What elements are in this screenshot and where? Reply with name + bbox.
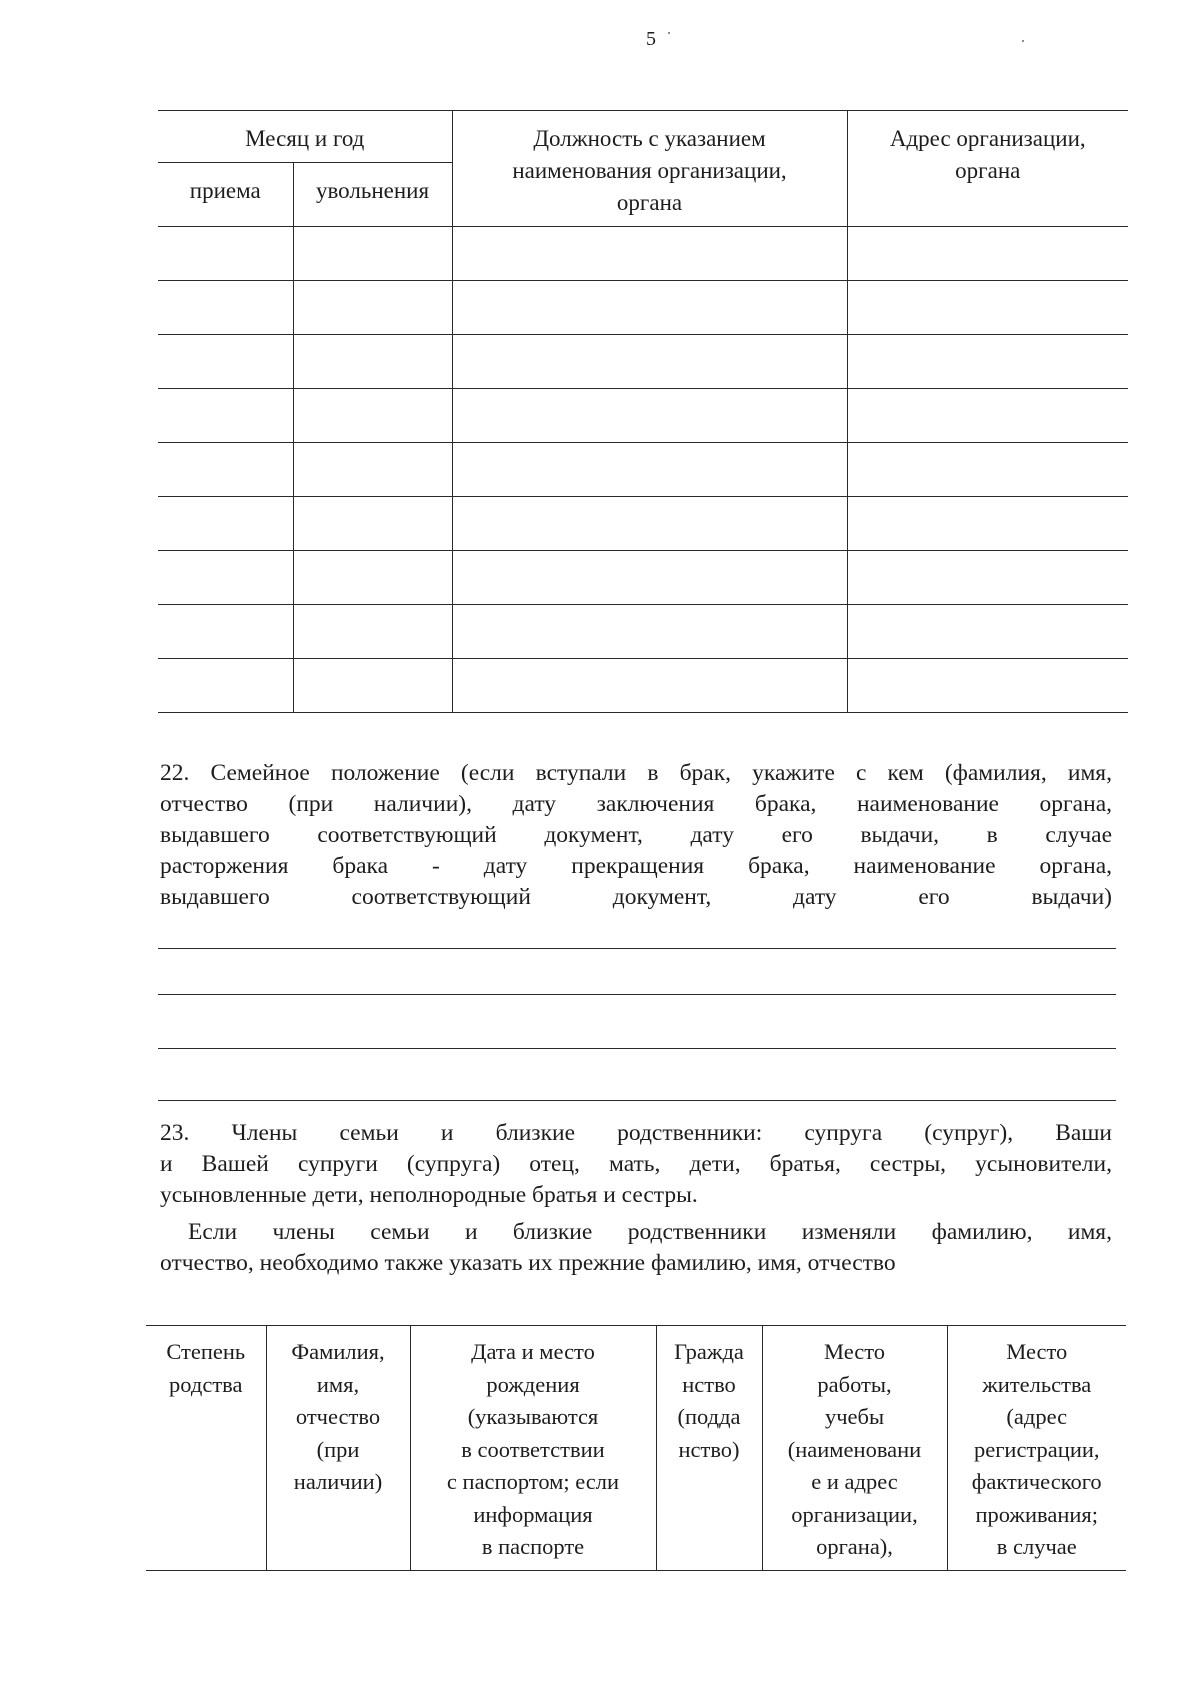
scan-speck	[668, 32, 670, 34]
empty-cell[interactable]	[847, 443, 1128, 497]
empty-cell[interactable]	[158, 497, 293, 551]
header-citizenship: Гражда нство (подда нство)	[656, 1326, 762, 1571]
empty-cell[interactable]	[158, 659, 293, 713]
empty-cell[interactable]	[847, 605, 1128, 659]
empty-cell[interactable]	[158, 335, 293, 389]
section-23-line: и Вашей супруги (супруга) отец, мать, дети, братья, сестры, усыновители,	[160, 1151, 1112, 1177]
section-22-line: отчество (при наличии), дату заключения брака, наименование органа,	[160, 791, 1112, 817]
header-hired: приема	[158, 163, 293, 227]
section-22-line: расторжения брака - дату прекращения брака, наименование органа,	[160, 853, 1112, 879]
answer-line[interactable]	[158, 1048, 1116, 1049]
table-row	[158, 281, 1128, 335]
empty-cell[interactable]	[293, 281, 452, 335]
header-birth-date-place: Дата и место рождения (указываются в соответствии с паспортом; если информация в паспорте	[410, 1326, 656, 1571]
section-23-note	[160, 1217, 1112, 1279]
answer-line[interactable]	[158, 1100, 1116, 1101]
empty-cell[interactable]	[847, 281, 1128, 335]
empty-cell[interactable]	[847, 659, 1128, 713]
empty-cell[interactable]	[293, 443, 452, 497]
empty-cell[interactable]	[293, 227, 452, 281]
header-dismissed: увольнения	[293, 163, 452, 227]
table-row	[158, 497, 1128, 551]
empty-cell[interactable]	[158, 443, 293, 497]
table-row	[158, 551, 1128, 605]
empty-cell[interactable]	[452, 605, 847, 659]
empty-cell[interactable]	[847, 389, 1128, 443]
section-22-line: выдавшего соответствующий документ, дату его выдачи, в случае	[160, 822, 1112, 848]
section-23-note-line: Если члены семьи и близкие родственники изменяли фамилию, имя,	[188, 1219, 1112, 1245]
empty-cell[interactable]	[158, 281, 293, 335]
empty-cell[interactable]	[158, 389, 293, 443]
header-address: Адрес организации, органа	[847, 111, 1128, 227]
table-row	[158, 659, 1128, 713]
table-row	[158, 443, 1128, 497]
section-23-note-line: отчество, необходимо также указать их прежние фамилию, имя, отчество	[160, 1250, 896, 1276]
empty-cell[interactable]	[847, 497, 1128, 551]
header-residence: Место жительства (адрес регистрации, фактического проживания; в случае	[947, 1326, 1126, 1571]
empty-cell[interactable]	[452, 281, 847, 335]
answer-line[interactable]	[158, 948, 1116, 949]
table-row	[158, 605, 1128, 659]
empty-cell[interactable]	[293, 659, 452, 713]
empty-cell[interactable]	[847, 227, 1128, 281]
empty-cell[interactable]	[452, 659, 847, 713]
scan-speck	[1022, 40, 1024, 42]
table-row	[158, 389, 1128, 443]
section-22-line: 22. Семейное положение (если вступали в брак, укажите с кем (фамилия, имя,	[160, 760, 1112, 786]
section-23-text	[160, 1118, 1112, 1211]
empty-cell[interactable]	[158, 551, 293, 605]
header-position: Должность с указанием наименования организации, органа	[452, 111, 847, 227]
empty-cell[interactable]	[293, 497, 452, 551]
table-row	[158, 227, 1128, 281]
empty-cell[interactable]	[293, 335, 452, 389]
page-number: 5	[646, 28, 656, 50]
answer-line[interactable]	[158, 994, 1116, 995]
empty-cell[interactable]	[452, 443, 847, 497]
section-23-line: усыновленные дети, неполнородные братья и сестры.	[160, 1182, 698, 1208]
empty-cell[interactable]	[452, 497, 847, 551]
header-month-year: Месяц и год	[158, 111, 452, 163]
header-relation-degree: Степень родства	[146, 1326, 266, 1571]
empty-cell[interactable]	[452, 335, 847, 389]
empty-cell[interactable]	[158, 605, 293, 659]
header-full-name: Фамилия, имя, отчество (при наличии)	[266, 1326, 410, 1571]
empty-cell[interactable]	[158, 227, 293, 281]
empty-cell[interactable]	[293, 389, 452, 443]
empty-cell[interactable]	[452, 389, 847, 443]
empty-cell[interactable]	[293, 551, 452, 605]
employment-table-body	[158, 227, 1128, 713]
section-22-line: выдавшего соответствующий документ, дату его выдачи)	[160, 884, 1112, 910]
section-23-line: 23. Члены семьи и близкие родственники: супруга (супруг), Ваши	[160, 1120, 1112, 1146]
table-row	[158, 335, 1128, 389]
empty-cell[interactable]	[452, 551, 847, 605]
header-workplace: Место работы, учебы (наименовани е и адрес организации, органа),	[762, 1326, 947, 1571]
empty-cell[interactable]	[847, 335, 1128, 389]
empty-cell[interactable]	[847, 551, 1128, 605]
employment-history-table	[158, 110, 1128, 713]
empty-cell[interactable]	[452, 227, 847, 281]
relatives-table	[146, 1325, 1126, 1571]
empty-cell[interactable]	[293, 605, 452, 659]
section-22-text	[160, 758, 1112, 913]
